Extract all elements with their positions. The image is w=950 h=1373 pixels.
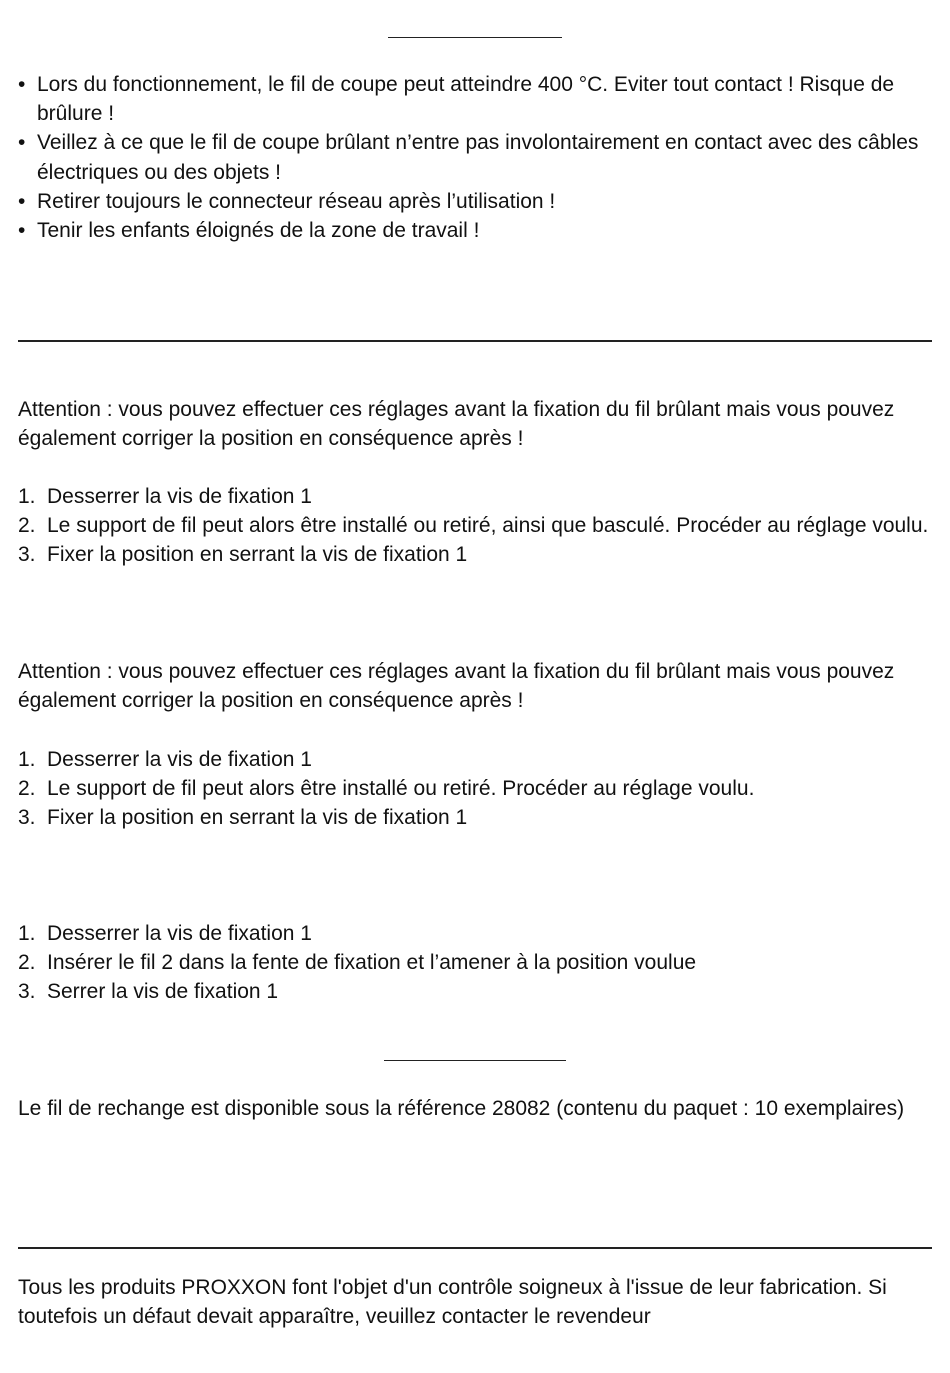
step-text: Insérer le fil 2 dans la fente de fixation et l’amener à la position voulue <box>47 951 697 975</box>
step-item <box>18 774 932 803</box>
step-number: 2. <box>18 514 36 538</box>
step-text: Fixer la position en serrant la vis de fixation 1 <box>47 543 468 567</box>
safety-warning-item: • Retirer toujours le connecteur réseau après l’utilisation ! <box>18 187 932 216</box>
section-divider <box>18 1247 932 1249</box>
step-item <box>18 977 932 1006</box>
step-text: Desserrer la vis de fixation 1 <box>47 485 312 508</box>
safety-warning-item: • Lors du fonctionnement, le fil de coupe peut atteindre 400 °C. Eviter tout contact ! Risque de brûlure ! <box>18 70 932 128</box>
step-item <box>18 919 932 948</box>
spare-part-text: Le fil de rechange est disponible sous la référence 28082 (contenu du paquet : 10 exemplaires) <box>18 1097 905 1120</box>
step-item <box>18 482 932 511</box>
step-number: 1. <box>18 748 36 771</box>
safety-warnings-list <box>18 70 932 245</box>
warranty-text: Tous les produits PROXXON font l'objet d'un contrôle soigneux à l'issue de leur fabrication. Si toutefois un défaut devait apparaître, veuillez contacter le revendeur <box>18 1276 887 1329</box>
section-divider <box>18 340 932 342</box>
step-number: 1. <box>18 922 36 945</box>
step-number: 1. <box>18 485 36 508</box>
step-number: 2. <box>18 777 36 801</box>
top-divider <box>388 37 562 38</box>
step-text: Le support de fil peut alors être installé ou retiré, ainsi que basculé. Procéder au réglage voulu. <box>47 514 929 538</box>
section2-attention-note: Attention : vous pouvez effectuer ces réglages avant la fixation du fil brûlant mais vous pouvez également corriger la position en conséquence après ! <box>18 660 895 713</box>
step-text: Desserrer la vis de fixation 1 <box>47 748 312 771</box>
step-number: 3. <box>18 980 36 1004</box>
step-text: Serrer la vis de fixation 1 <box>47 980 279 1004</box>
step-item <box>18 540 932 569</box>
step-item <box>18 948 932 977</box>
step-number: 2. <box>18 951 36 975</box>
step-text: Desserrer la vis de fixation 1 <box>47 922 312 945</box>
step-number: 3. <box>18 543 36 567</box>
section1-attention-note: Attention : vous pouvez effectuer ces réglages avant la fixation du fil brûlant mais vous pouvez également corriger la position en conséquence après ! <box>18 398 895 451</box>
section2-steps-list <box>18 745 932 833</box>
step-text: Le support de fil peut alors être installé ou retiré. Procéder au réglage voulu. <box>47 777 755 801</box>
middle-divider <box>384 1060 566 1061</box>
section3-steps-list <box>18 919 932 1007</box>
safety-warning-item: • Tenir les enfants éloignés de la zone de travail ! <box>18 216 932 245</box>
section1-steps-list <box>18 482 932 570</box>
step-item <box>18 745 932 774</box>
step-number: 3. <box>18 806 36 830</box>
step-item <box>18 803 932 832</box>
step-text: Fixer la position en serrant la vis de fixation 1 <box>47 806 468 830</box>
safety-warning-item: • Veillez à ce que le fil de coupe brûlant n’entre pas involontairement en contact avec des câbles électriques ou des objets ! <box>18 128 932 186</box>
step-item <box>18 511 932 540</box>
